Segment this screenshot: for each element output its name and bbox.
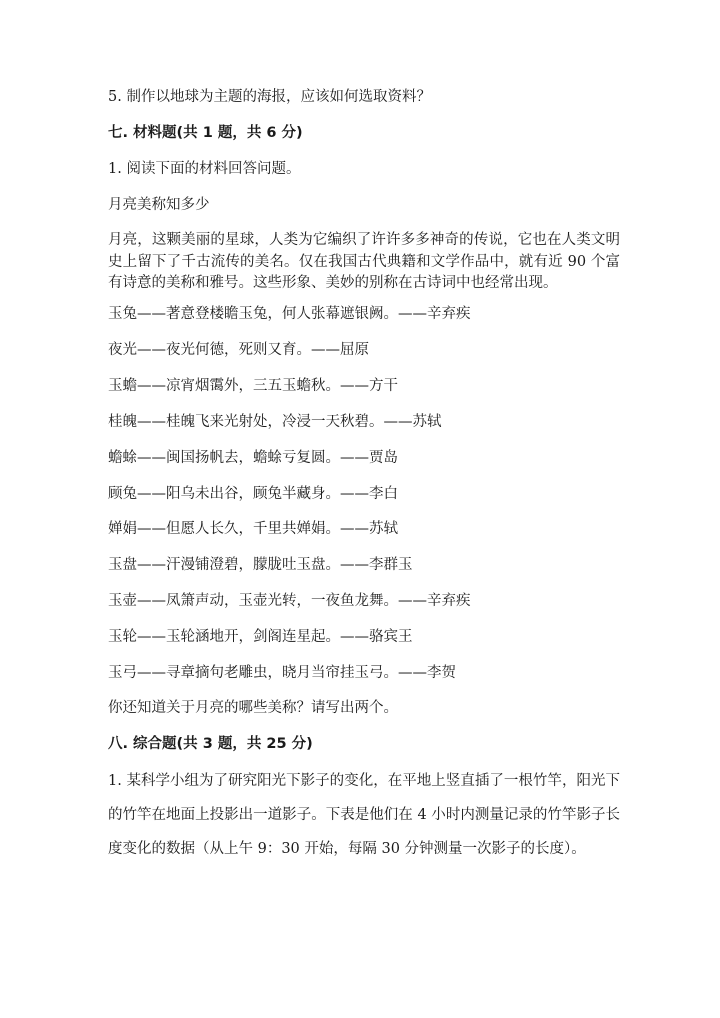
article-intro-paragraph: 月亮，这颗美丽的星球，人类为它编织了许许多多神奇的传说，它也在人类文明史上留下了千古流传的美名。仅在我国古代典籍和文学作品中，就有近 90 个富有诗意的美称和雅号。这些形象、美妙的别称在古诗词中也经常出现。 bbox=[108, 232, 620, 291]
moon-name-item: 玉壶——凤箫声动，玉壶光转，一夜鱼龙舞。——辛弃疾 bbox=[108, 593, 471, 609]
section-7-question: 你还知道关于月亮的哪些美称？请写出两个。 bbox=[108, 700, 398, 716]
moon-name-item: 玉蟾——凉宵烟霭外，三五玉蟾秋。——方干 bbox=[108, 378, 398, 394]
moon-name-item: 玉轮——玉轮涵地开，剑阁连星起。——骆宾王 bbox=[108, 629, 413, 645]
moon-name-item: 桂魄——桂魄飞来光射处，冷浸一天秋碧。——苏轼 bbox=[108, 414, 442, 430]
moon-name-item: 婵娟——但愿人长久，千里共婵娟。——苏轼 bbox=[108, 521, 398, 537]
moon-name-item: 夜光——夜光何德，死则又育。——屈原 bbox=[108, 342, 369, 358]
moon-name-item: 玉弓——寻章摘句老雕虫，晓月当帘挂玉弓。——李贺 bbox=[108, 665, 456, 681]
moon-name-item: 蟾蜍——闽国扬帆去，蟾蜍亏复圆。——贾岛 bbox=[108, 450, 398, 466]
section-7-question-1-prompt: 1. 阅读下面的材料回答问题。 bbox=[108, 161, 301, 177]
article-title: 月亮美称知多少 bbox=[108, 197, 210, 213]
moon-name-item: 玉兔——著意登楼瞻玉兔，何人张幕遮银阙。——辛弃疾 bbox=[108, 306, 471, 322]
question-5: 5. 制作以地球为主题的海报，应该如何选取资料？ bbox=[108, 89, 431, 105]
section-7-heading: 七. 材料题(共 1 题，共 6 分) bbox=[108, 125, 303, 141]
section-8-question-1-text: 1. 某科学小组为了研究阳光下影子的变化，在平地上竖直插了一根竹竿，阳光下的竹竿在地面上投影出一道影子。下表是他们在 4 小时内测量记录的竹竿影子长度变化的数据（从上午 9：30 开始，每隔 30 分钟测量一次影子的长度）。 bbox=[108, 773, 620, 857]
section-8-heading: 八. 综合题(共 3 题，共 25 分) bbox=[108, 736, 313, 752]
moon-name-item: 顾兔——阳乌未出谷，顾兔半藏身。——李白 bbox=[108, 486, 398, 502]
moon-name-item: 玉盘——汗漫铺澄碧，朦胧吐玉盘。——李群玉 bbox=[108, 557, 413, 573]
